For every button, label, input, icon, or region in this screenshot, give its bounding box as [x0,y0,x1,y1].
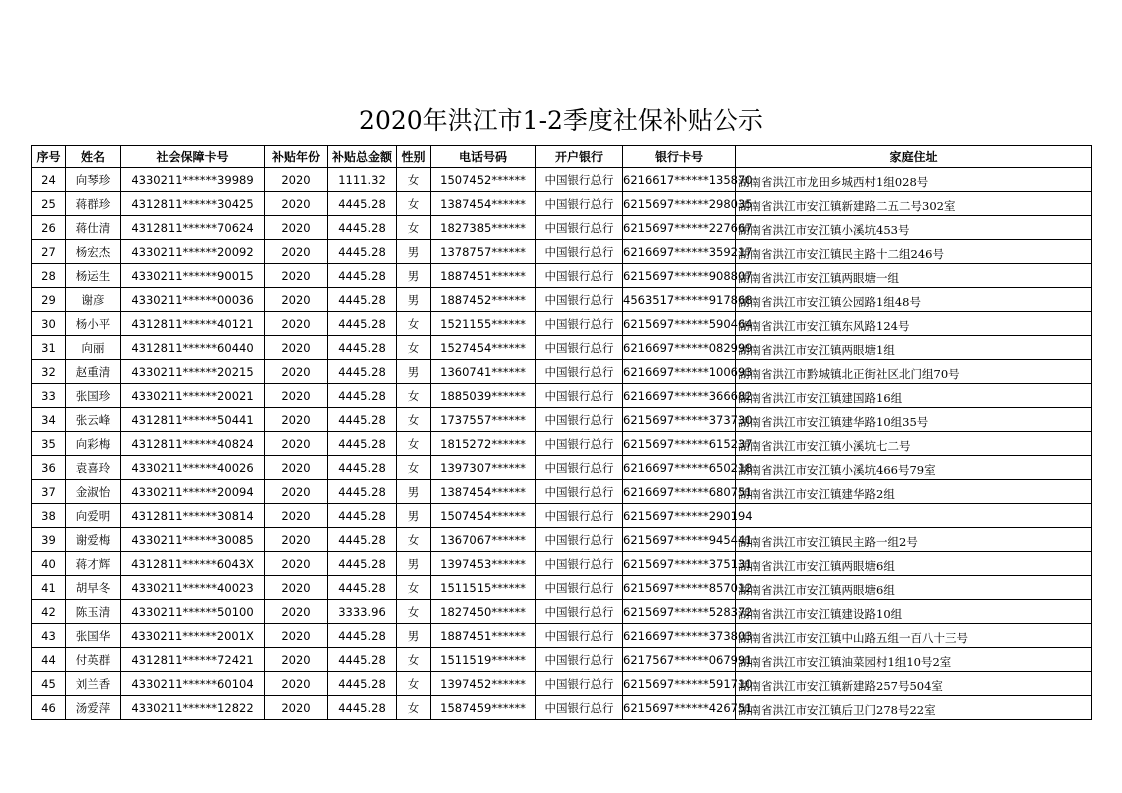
col-year-cell: 2020 [265,552,328,576]
col-seq-cell: 28 [32,264,66,288]
col-bank-cell: 中国银行总行 [536,192,623,216]
col-phone-cell: 1397453****** [431,552,536,576]
col-gender-cell: 女 [397,600,431,624]
table-row [32,240,1092,264]
col-year-cell: 2020 [265,408,328,432]
col-phone-cell: 1885039****** [431,384,536,408]
table-row [32,336,1092,360]
col-bankcard-cell: 6216697******650218 [623,456,736,480]
table-row [32,528,1092,552]
col-amount-cell: 4445.28 [328,456,397,480]
col-amount-cell: 4445.28 [328,528,397,552]
col-bankcard-cell: 6215697******298035 [623,192,736,216]
col-address-cell: 湖南省洪江市龙田乡城西村1组028号 [736,168,1092,192]
col-address-cell: 湖南省洪江市安江镇油菜园村1组10号2室 [736,648,1092,672]
col-name-cell: 杨宏杰 [66,240,121,264]
col-seq-cell: 45 [32,672,66,696]
col-card-cell: 4330211******00036 [121,288,265,312]
table-body [32,168,1092,720]
col-year-cell: 2020 [265,168,328,192]
col-name-cell: 向琴珍 [66,168,121,192]
col-amount-cell: 4445.28 [328,264,397,288]
col-amount-cell: 4445.28 [328,312,397,336]
col-phone-cell: 1387454****** [431,480,536,504]
table-row [32,576,1092,600]
table-row [32,504,1092,528]
col-name-cell: 陈玉清 [66,600,121,624]
col-name-cell: 汤爱萍 [66,696,121,720]
header-row [32,146,1092,168]
col-year-cell: 2020 [265,600,328,624]
col-year-cell: 2020 [265,576,328,600]
col-bank-cell: 中国银行总行 [536,480,623,504]
col-bank-cell: 中国银行总行 [536,504,623,528]
col-gender-cell: 男 [397,624,431,648]
col-phone-cell: 1378757****** [431,240,536,264]
col-address-cell: 湖南省洪江市安江镇新建路二五二号302室 [736,192,1092,216]
col-seq-cell: 27 [32,240,66,264]
col-phone-cell: 1815272****** [431,432,536,456]
col-amount-cell: 4445.28 [328,408,397,432]
col-amount-cell: 4445.28 [328,360,397,384]
col-amount-cell: 4445.28 [328,336,397,360]
col-year-cell: 2020 [265,312,328,336]
col-card-cell: 4312811******40121 [121,312,265,336]
table-row [32,552,1092,576]
col-bank-cell: 中国银行总行 [536,288,623,312]
col-address-cell: 湖南省洪江市安江镇建设路10组 [736,600,1092,624]
col-seq-cell: 30 [32,312,66,336]
col-gender-cell: 女 [397,168,431,192]
col-card-cell: 4312811******40824 [121,432,265,456]
col-card-cell: 4312811******72421 [121,648,265,672]
table-row [32,456,1092,480]
col-gender-cell: 男 [397,552,431,576]
col-address-cell: 湖南省洪江市安江镇民主路十二组246号 [736,240,1092,264]
col-address-cell: 湖南省洪江市安江镇两眼塘6组 [736,552,1092,576]
col-card-cell: 4330211******60104 [121,672,265,696]
col-address-cell: 湖南省洪江市黔城镇北正街社区北门组70号 [736,360,1092,384]
col-bankcard-cell: 6216697******680751 [623,480,736,504]
col-gender-cell: 女 [397,576,431,600]
col-year-cell: 2020 [265,648,328,672]
table-row [32,288,1092,312]
col-card-cell: 4312811******50441 [121,408,265,432]
col-card-cell: 4312811******30814 [121,504,265,528]
col-card-cell: 4330211******90015 [121,264,265,288]
col-name-cell: 金淑怡 [66,480,121,504]
col-bank-cell: 中国银行总行 [536,648,623,672]
col-bankcard-cell: 6217567******067991 [623,648,736,672]
col-phone-cell: 1521155****** [431,312,536,336]
col-bankcard-cell: 6216697******100693 [623,360,736,384]
table-row [32,192,1092,216]
col-bank-cell: 中国银行总行 [536,312,623,336]
col-card-header: 社会保障卡号 [121,146,265,168]
col-year-cell: 2020 [265,264,328,288]
col-card-cell: 4330211******30085 [121,528,265,552]
col-bank-cell: 中国银行总行 [536,624,623,648]
col-phone-cell: 1827385****** [431,216,536,240]
table-row [32,480,1092,504]
col-gender-cell: 女 [397,672,431,696]
col-year-cell: 2020 [265,624,328,648]
col-gender-cell: 女 [397,432,431,456]
col-amount-cell: 4445.28 [328,552,397,576]
col-bankcard-cell: 6215697******945441 [623,528,736,552]
col-amount-cell: 4445.28 [328,192,397,216]
subsidy-table [31,145,1092,720]
col-year-cell: 2020 [265,504,328,528]
col-card-cell: 4330211******20215 [121,360,265,384]
col-bank-cell: 中国银行总行 [536,456,623,480]
table-row [32,696,1092,720]
col-phone-cell: 1887451****** [431,264,536,288]
col-name-header: 姓名 [66,146,121,168]
col-amount-cell: 4445.28 [328,216,397,240]
table-row [32,600,1092,624]
col-bankcard-cell: 6215697******590464 [623,312,736,336]
col-bank-cell: 中国银行总行 [536,336,623,360]
col-amount-cell: 4445.28 [328,432,397,456]
col-seq-cell: 42 [32,600,66,624]
col-amount-cell: 4445.28 [328,624,397,648]
col-bankcard-cell: 6216697******082999 [623,336,736,360]
col-address-cell: 湖南省洪江市安江镇建国路16组 [736,384,1092,408]
col-seq-cell: 43 [32,624,66,648]
col-gender-cell: 女 [397,336,431,360]
col-bankcard-cell: 6215697******373730 [623,408,736,432]
col-amount-cell: 4445.28 [328,648,397,672]
col-gender-cell: 女 [397,456,431,480]
col-phone-cell: 1587459****** [431,696,536,720]
col-year-cell: 2020 [265,432,328,456]
col-bank-cell: 中国银行总行 [536,528,623,552]
col-seq-cell: 24 [32,168,66,192]
col-card-cell: 4330211******20092 [121,240,265,264]
col-bankcard-cell: 4563517******917868 [623,288,736,312]
col-gender-cell: 女 [397,408,431,432]
col-address-cell [736,504,1092,528]
col-card-cell: 4330211******39989 [121,168,265,192]
table-row [32,312,1092,336]
col-address-cell: 湖南省洪江市安江镇两眼塘6组 [736,576,1092,600]
col-year-cell: 2020 [265,384,328,408]
col-amount-cell: 4445.28 [328,696,397,720]
col-bank-cell: 中国银行总行 [536,552,623,576]
col-amount-cell: 4445.28 [328,480,397,504]
col-card-cell: 4312811******30425 [121,192,265,216]
col-seq-cell: 29 [32,288,66,312]
col-address-cell: 湖南省洪江市安江镇小溪坑七二号 [736,432,1092,456]
col-seq-cell: 26 [32,216,66,240]
col-address-cell: 湖南省洪江市安江镇小溪坑466号79室 [736,456,1092,480]
col-year-cell: 2020 [265,528,328,552]
col-address-cell: 湖南省洪江市安江镇后卫门278号22室 [736,696,1092,720]
col-amount-cell: 4445.28 [328,672,397,696]
col-card-cell: 4312811******60440 [121,336,265,360]
col-gender-cell: 女 [397,384,431,408]
col-gender-cell: 女 [397,312,431,336]
col-seq-cell: 46 [32,696,66,720]
col-card-cell: 4330211******40026 [121,456,265,480]
col-gender-cell: 男 [397,360,431,384]
col-gender-cell: 男 [397,288,431,312]
col-name-cell: 张国华 [66,624,121,648]
table-row [32,264,1092,288]
table-row [32,360,1092,384]
col-year-cell: 2020 [265,336,328,360]
col-bankcard-cell: 6216617******135870 [623,168,736,192]
col-phone-cell: 1737557****** [431,408,536,432]
col-name-cell: 谢彦 [66,288,121,312]
col-year-cell: 2020 [265,360,328,384]
col-name-cell: 蒋才辉 [66,552,121,576]
table-row [32,432,1092,456]
col-bank-cell: 中国银行总行 [536,240,623,264]
col-year-cell: 2020 [265,696,328,720]
col-card-cell: 4312811******70624 [121,216,265,240]
col-bank-cell: 中国银行总行 [536,408,623,432]
col-seq-header: 序号 [32,146,66,168]
col-bank-cell: 中国银行总行 [536,384,623,408]
col-year-cell: 2020 [265,480,328,504]
col-year-cell: 2020 [265,192,328,216]
col-bankcard-cell: 6215697******857012 [623,576,736,600]
col-bankcard-cell: 6215697******591710 [623,672,736,696]
col-amount-cell: 4445.28 [328,288,397,312]
col-card-cell: 4312811******6043X [121,552,265,576]
col-seq-cell: 34 [32,408,66,432]
col-name-cell: 袁喜玲 [66,456,121,480]
col-seq-cell: 40 [32,552,66,576]
table-row [32,672,1092,696]
col-card-cell: 4330211******40023 [121,576,265,600]
col-phone-cell: 1827450****** [431,600,536,624]
table-row [32,408,1092,432]
col-bankcard-cell: 6216697******373803 [623,624,736,648]
col-phone-cell: 1397307****** [431,456,536,480]
col-bankcard-cell: 6216697******366682 [623,384,736,408]
col-bankcard-cell: 6215697******615237 [623,432,736,456]
col-name-cell: 付英群 [66,648,121,672]
col-gender-cell: 男 [397,240,431,264]
col-bankcard-cell: 6215697******426751 [623,696,736,720]
col-gender-cell: 女 [397,216,431,240]
table-row [32,384,1092,408]
col-gender-cell: 女 [397,648,431,672]
col-bank-cell: 中国银行总行 [536,576,623,600]
col-address-cell: 湖南省洪江市安江镇建华路10组35号 [736,408,1092,432]
col-phone-cell: 1367067****** [431,528,536,552]
col-bankcard-cell: 6215697******227667 [623,216,736,240]
col-gender-cell: 女 [397,192,431,216]
col-bankcard-cell: 6215697******908807 [623,264,736,288]
col-amount-cell: 4445.28 [328,504,397,528]
col-amount-cell: 3333.96 [328,600,397,624]
col-amount-cell: 4445.28 [328,240,397,264]
col-phone-cell: 1511515****** [431,576,536,600]
col-year-cell: 2020 [265,240,328,264]
col-name-cell: 向彩梅 [66,432,121,456]
col-name-cell: 刘兰香 [66,672,121,696]
col-phone-header: 电话号码 [431,146,536,168]
col-seq-cell: 38 [32,504,66,528]
col-bankcard-cell: 6216697******359217 [623,240,736,264]
col-name-cell: 向爱明 [66,504,121,528]
col-bank-cell: 中国银行总行 [536,168,623,192]
col-address-cell: 湖南省洪江市安江镇两眼塘一组 [736,264,1092,288]
col-bank-cell: 中国银行总行 [536,264,623,288]
col-address-cell: 湖南省洪江市安江镇东风路124号 [736,312,1092,336]
col-name-cell: 谢爱梅 [66,528,121,552]
col-seq-cell: 37 [32,480,66,504]
col-seq-cell: 39 [32,528,66,552]
col-phone-cell: 1387454****** [431,192,536,216]
col-year-header: 补贴年份 [265,146,328,168]
table-row [32,168,1092,192]
col-bank-header: 开户银行 [536,146,623,168]
col-card-cell: 4330211******20021 [121,384,265,408]
col-name-cell: 赵重清 [66,360,121,384]
table-row [32,216,1092,240]
col-seq-cell: 25 [32,192,66,216]
col-gender-cell: 女 [397,696,431,720]
col-amount-cell: 4445.28 [328,576,397,600]
col-name-cell: 张国珍 [66,384,121,408]
col-bankcard-cell: 6215697******528372 [623,600,736,624]
table-row [32,624,1092,648]
col-gender-cell: 男 [397,480,431,504]
col-bank-cell: 中国银行总行 [536,432,623,456]
col-bank-cell: 中国银行总行 [536,216,623,240]
col-bank-cell: 中国银行总行 [536,360,623,384]
col-name-cell: 杨运生 [66,264,121,288]
col-gender-cell: 女 [397,528,431,552]
col-gender-cell: 男 [397,264,431,288]
col-bank-cell: 中国银行总行 [536,672,623,696]
col-phone-cell: 1507452****** [431,168,536,192]
col-card-cell: 4330211******20094 [121,480,265,504]
col-seq-cell: 32 [32,360,66,384]
col-bank-cell: 中国银行总行 [536,696,623,720]
col-phone-cell: 1527454****** [431,336,536,360]
col-seq-cell: 41 [32,576,66,600]
col-phone-cell: 1360741****** [431,360,536,384]
col-address-cell: 湖南省洪江市安江镇两眼塘1组 [736,336,1092,360]
col-amount-cell: 4445.28 [328,384,397,408]
col-address-cell: 湖南省洪江市安江镇公园路1组48号 [736,288,1092,312]
col-name-cell: 杨小平 [66,312,121,336]
col-phone-cell: 1887452****** [431,288,536,312]
col-name-cell: 张云峰 [66,408,121,432]
col-seq-cell: 44 [32,648,66,672]
col-seq-cell: 35 [32,432,66,456]
col-address-cell: 湖南省洪江市安江镇建华路2组 [736,480,1092,504]
col-phone-cell: 1887451****** [431,624,536,648]
page-title: 2020年洪江市1-2季度社保补贴公示 [359,106,763,135]
col-gender-cell: 男 [397,504,431,528]
col-year-cell: 2020 [265,216,328,240]
col-year-cell: 2020 [265,672,328,696]
col-bank-cell: 中国银行总行 [536,600,623,624]
col-card-cell: 4330211******50100 [121,600,265,624]
col-year-cell: 2020 [265,288,328,312]
col-amount-header: 补贴总金额 [328,146,397,168]
col-amount-cell: 1111.32 [328,168,397,192]
col-name-cell: 胡早冬 [66,576,121,600]
col-gender-header: 性别 [397,146,431,168]
col-name-cell: 蒋仕清 [66,216,121,240]
col-card-cell: 4330211******2001X [121,624,265,648]
col-bankcard-header: 银行卡号 [623,146,736,168]
col-bankcard-cell: 6215697******290194 [623,504,736,528]
col-phone-cell: 1397452****** [431,672,536,696]
col-name-cell: 向丽 [66,336,121,360]
col-phone-cell: 1511519****** [431,648,536,672]
col-address-cell: 湖南省洪江市安江镇民主路一组2号 [736,528,1092,552]
col-year-cell: 2020 [265,456,328,480]
col-address-cell: 湖南省洪江市安江镇中山路五组一百八十三号 [736,624,1092,648]
col-name-cell: 蒋群珍 [66,192,121,216]
table-row [32,648,1092,672]
col-seq-cell: 36 [32,456,66,480]
col-bankcard-cell: 6215697******375131 [623,552,736,576]
col-address-cell: 湖南省洪江市安江镇小溪坑453号 [736,216,1092,240]
col-phone-cell: 1507454****** [431,504,536,528]
col-address-cell: 湖南省洪江市安江镇新建路257号504室 [736,672,1092,696]
col-seq-cell: 33 [32,384,66,408]
col-card-cell: 4330211******12822 [121,696,265,720]
col-seq-cell: 31 [32,336,66,360]
col-address-header: 家庭住址 [736,146,1092,168]
